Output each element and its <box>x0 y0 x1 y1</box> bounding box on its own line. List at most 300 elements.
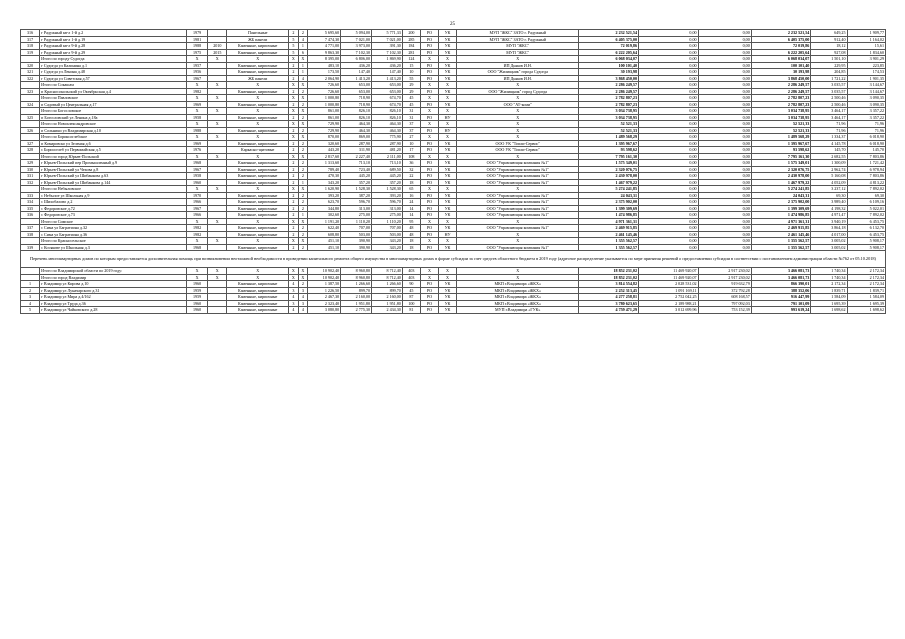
cell-s3: 0,00 <box>698 140 751 147</box>
cell-s3: 608 168,57 <box>698 294 751 301</box>
cell-org: МКП г.Владимира «ЖКХ» <box>457 300 579 307</box>
cell-t2: УК <box>439 281 457 288</box>
cell-y1: 1988 <box>186 127 207 134</box>
cell-a3: 674,70 <box>372 95 403 102</box>
cell-s6: 71,96 <box>847 121 885 128</box>
cell-a1: 9 863,30 <box>308 49 341 56</box>
cell-s3: 0,00 <box>698 95 751 102</box>
cell-a3: 275,00 <box>372 212 403 219</box>
cell-s1: 3 034 738,95 <box>579 114 639 121</box>
cell-t1: РО <box>420 192 438 199</box>
cell-s1: 4 971 361,31 <box>579 218 639 225</box>
cell-a1: 2 064,90 <box>308 75 341 82</box>
cell-s6: 3 090,35 <box>847 101 885 108</box>
cell-s4: 1 575 349,01 <box>751 160 811 167</box>
cell-mat: X <box>227 218 289 225</box>
cell-addr: г Судогда ул Советская д.57 <box>40 75 187 82</box>
cell-s4: 6 222 205,64 <box>751 49 811 56</box>
cell-no: 334 <box>21 199 40 206</box>
cell-a1: 4 771,00 <box>308 43 341 50</box>
cell-addr: г Владимир ул Луначарского д.31 <box>40 287 187 294</box>
cell-a2: 8 960,80 <box>341 268 372 275</box>
cell-a1: 623,70 <box>308 199 341 206</box>
note-text: Перечень многоквартирных домов по которым предоставляется дополнительная помощь при возникновении неотложной необходимости в проведении капитального ремонта общего имущества в многоквартирных домах в форме субсидии за счет средств областного бюджета в 2019 году (адресное распределение указывается по мере принятия решений о предоставлении субсидии в соответствии с постановлением администрации области №762 от 05.10.2018) <box>21 251 886 268</box>
cell-s5: 1 300,09 <box>811 160 847 167</box>
cell-mat: X <box>227 186 289 193</box>
cell-y2: X <box>208 134 227 141</box>
cell-addr: г Радужный кв-л 9-й д.28 <box>40 43 187 50</box>
cell-no: 333 <box>21 192 40 199</box>
cell-y1: 1960 <box>186 179 207 186</box>
cell-t1: X <box>420 95 438 102</box>
cell-y1: 1958 <box>186 173 207 180</box>
cell-s2: 0,00 <box>639 114 699 121</box>
cell-s5: 912,40 <box>811 36 847 43</box>
cell-t1: РО <box>420 205 438 212</box>
cell-no: 4 <box>21 300 40 307</box>
cell-s3: 0,00 <box>698 30 751 37</box>
cell-t1: РО <box>420 36 438 43</box>
cell-org: X <box>457 121 579 128</box>
cell-s2: 0,00 <box>639 121 699 128</box>
cell-addr: г Радужный кв-л 9-й д.29 <box>40 49 187 56</box>
cell-a2: 2 775,30 <box>341 307 372 314</box>
cell-org: ООО "Управляющая компания №1" <box>457 192 579 199</box>
cell-p: 2 <box>298 147 308 154</box>
cell-s1: 6 405 375,00 <box>579 36 639 43</box>
cell-s5: 4 145,78 <box>811 140 847 147</box>
cell-s2: 0,00 <box>639 36 699 43</box>
cell-s1: 3 780 623,65 <box>579 300 639 307</box>
cell-s1: 1 489 568,29 <box>579 134 639 141</box>
cell-r: 31 <box>402 108 420 115</box>
cell-t2: УК <box>439 212 457 219</box>
cell-no: 331 <box>21 173 40 180</box>
cell-s4: 7 795 161,30 <box>751 153 811 160</box>
cell-s1: 1 474 986,85 <box>579 212 639 219</box>
cell-a2: 390,90 <box>341 238 372 245</box>
cell-org: ООО УК "Топли-Сервис" <box>457 140 579 147</box>
cell-t1: РО <box>420 212 438 219</box>
cell-s6: 4 813,22 <box>847 179 885 186</box>
cell-org: МУП "ЖКС" <box>457 43 579 50</box>
cell-p: 2 <box>298 281 308 288</box>
cell-a3: 464,30 <box>372 121 403 128</box>
cell-p: 2 <box>298 225 308 232</box>
cell-s6: 1 698,62 <box>847 307 885 314</box>
cell-a2: 357,20 <box>341 179 372 186</box>
cell-y2: X <box>208 121 227 128</box>
cell-s6: 3 901,29 <box>847 56 885 63</box>
cell-s2: 0,00 <box>639 75 699 82</box>
cell-r: 90 <box>402 281 420 288</box>
cell-mat: X <box>227 238 289 245</box>
cell-s3: 0,00 <box>698 238 751 245</box>
cell-r: 65 <box>402 186 420 193</box>
cell-org: МКП г.Владимира «ЖКХ» <box>457 294 579 301</box>
cell-mat: X <box>227 82 289 89</box>
cell-a3: 2 160,00 <box>372 294 403 301</box>
cell-a1: 8 395,00 <box>308 56 341 63</box>
cell-y1: 1988 <box>186 43 207 50</box>
cell-s1: 2 286 249,57 <box>579 82 639 89</box>
cell-a3: 653,00 <box>372 82 403 89</box>
cell-y1: X <box>186 153 207 160</box>
cell-s2: 0,00 <box>639 218 699 225</box>
cell-t2: УК <box>439 147 457 154</box>
cell-s1: 2 232 521,54 <box>579 30 639 37</box>
cell-a2: 8 960,80 <box>341 274 372 281</box>
cell-mat: Каменные, кирпичные <box>227 140 289 147</box>
cell-a1: 2 817,60 <box>308 153 341 160</box>
cell-s3: 2 917 230,02 <box>698 268 751 275</box>
cell-s4: 100 101,40 <box>751 62 811 69</box>
cell-a1: 10 902,40 <box>308 274 341 281</box>
cell-s5: 204,85 <box>811 69 847 76</box>
cell-s6: 1 901,35 <box>847 75 885 82</box>
cell-mat: X <box>227 134 289 141</box>
cell-t1: РО <box>420 30 438 37</box>
cell-a1: 451,10 <box>308 238 341 245</box>
cell-s3: 0,00 <box>698 179 751 186</box>
cell-s5: 4 017,00 <box>811 231 847 238</box>
cell-a1: 1 000,80 <box>308 101 341 108</box>
cell-a1: 861,00 <box>308 108 341 115</box>
cell-addr: с Федоровское д.73 <box>40 212 187 219</box>
cell-a3: 653,00 <box>372 88 403 95</box>
cell-t1: РО <box>420 287 438 294</box>
cell-a2: 869,00 <box>341 134 372 141</box>
cell-a3: 391,30 <box>372 43 403 50</box>
cell-f: 2 <box>289 205 299 212</box>
cell-s3: 0,00 <box>698 166 751 173</box>
cell-t1: РО <box>420 179 438 186</box>
cell-y1: 1968 <box>186 244 207 251</box>
cell-s1: 1 395 967,67 <box>579 140 639 147</box>
cell-a2: 826,10 <box>341 108 372 115</box>
cell-t1: X <box>420 108 438 115</box>
cell-mat: Каменные, кирпичные <box>227 307 289 314</box>
cell-s2: 0,00 <box>639 160 699 167</box>
cell-r: 10 <box>402 140 420 147</box>
cell-t1: РО <box>420 49 438 56</box>
cell-s6: 1 721,42 <box>847 160 885 167</box>
cell-addr: с Борисоглеб ул Первомайская д.5 <box>40 147 187 154</box>
cell-t1: РО <box>420 88 438 95</box>
cell-y1: X <box>186 95 207 102</box>
cell-s3: 0,00 <box>698 101 751 108</box>
cell-t2: УК <box>439 244 457 251</box>
cell-p: 4 <box>298 36 308 43</box>
cell-s1: 2 375 902,00 <box>579 199 639 206</box>
cell-f: 2 <box>289 62 299 69</box>
cell-f: 2 <box>289 179 299 186</box>
cell-org: X <box>457 56 579 63</box>
cell-a2: 2 227,40 <box>341 153 372 160</box>
cell-t1: X <box>420 186 438 193</box>
cell-a1: 173,50 <box>308 69 341 76</box>
cell-mat: X <box>227 95 289 102</box>
cell-a2: 313,00 <box>341 205 372 212</box>
cell-org: X <box>457 82 579 89</box>
cell-s4: 2 430 978,00 <box>751 173 811 180</box>
cell-s5: 2 500,46 <box>811 101 847 108</box>
cell-s3: 0,00 <box>698 49 751 56</box>
cell-s2: 0,00 <box>639 82 699 89</box>
cell-a1: 302,60 <box>308 212 341 219</box>
cell-a3: 481,20 <box>372 147 403 154</box>
cell-a3: 1 266,60 <box>372 281 403 288</box>
cell-f: 2 <box>289 127 299 134</box>
cell-p: 3 <box>298 287 308 294</box>
cell-a2: 718,90 <box>341 95 372 102</box>
cell-p: 4 <box>298 75 308 82</box>
cell-t2: УК <box>439 43 457 50</box>
cell-a2: 7 021,00 <box>341 36 372 43</box>
cell-org: X <box>457 268 579 275</box>
cell-s5: 71,96 <box>811 127 847 134</box>
cell-addr: Итого по Новоалександровское <box>40 121 187 128</box>
cell-s4: 3 466 081,73 <box>751 274 811 281</box>
cell-no: 3 <box>21 294 40 301</box>
cell-t2: УК <box>439 36 457 43</box>
cell-mat: Каменные, кирпичные <box>227 62 289 69</box>
cell-p: 2 <box>298 231 308 238</box>
cell-t2: УК <box>439 179 457 186</box>
cell-s3: 0,00 <box>698 134 751 141</box>
cell-s5: 1 334,37 <box>811 134 847 141</box>
cell-p: 2 <box>298 114 308 121</box>
cell-s1: 2 430 978,00 <box>579 173 639 180</box>
cell-s6: 223,85 <box>847 62 885 69</box>
cell-s6: 1 909,77 <box>847 30 885 37</box>
cell-mat: Каменные, кирпичные <box>227 300 289 307</box>
cell-a2: 653,00 <box>341 82 372 89</box>
cell-y1: X <box>186 274 207 281</box>
cell-s4: 1 467 979,22 <box>751 179 811 186</box>
cell-no: 2 <box>21 287 40 294</box>
cell-s2: 0,00 <box>639 95 699 102</box>
cell-s5: 3 035,57 <box>811 82 847 89</box>
cell-s6: 7 892,02 <box>847 212 885 219</box>
cell-y2: X <box>208 218 227 225</box>
cell-a1: 1 313,60 <box>308 160 341 167</box>
cell-s3: 0,00 <box>698 147 751 154</box>
cell-s3: 797 092,03 <box>698 300 751 307</box>
cell-y1: 1982 <box>186 88 207 95</box>
cell-a2: 387,20 <box>341 192 372 199</box>
cell-org: ООО "Управляющая компания №1" <box>457 225 579 232</box>
cell-t2: УК <box>439 205 457 212</box>
cell-r: 95 <box>402 218 420 225</box>
cell-s1: 30 193,98 <box>579 69 639 76</box>
cell-a2: 6 806,00 <box>341 56 372 63</box>
cell-a1: 443,20 <box>308 147 341 154</box>
cell-p: 4 <box>298 294 308 301</box>
cell-p: 2 <box>298 127 308 134</box>
cell-org: X <box>457 95 579 102</box>
cell-y1: 1967 <box>186 75 207 82</box>
cell-r: 285 <box>402 36 420 43</box>
cell-org: ООО "Управляющая компания №1" <box>457 205 579 212</box>
cell-s1: 2 461 145,46 <box>579 231 639 238</box>
cell-t2: УК <box>439 307 457 314</box>
cell-mat: Каменные, кирпичные <box>227 166 289 173</box>
cell-s5: 1 740,34 <box>811 268 847 275</box>
cell-r: 18 <box>402 179 420 186</box>
cell-s5: 3 005,02 <box>811 244 847 251</box>
cell-s2: 0,00 <box>639 186 699 193</box>
cell-s2: 0,00 <box>639 225 699 232</box>
cell-no: 338 <box>21 231 40 238</box>
cell-s2: 2 028 531,02 <box>639 281 699 288</box>
cell-mat: X <box>227 268 289 275</box>
cell-addr: Итого по городу Судогда <box>40 56 187 63</box>
cell-a3: 1 869,90 <box>372 56 403 63</box>
cell-y2: X <box>208 268 227 275</box>
cell-t1: X <box>420 134 438 141</box>
cell-t2: X <box>439 218 457 225</box>
cell-s1: 72 019,86 <box>579 43 639 50</box>
cell-p: 4 <box>298 307 308 314</box>
cell-no: 322 <box>21 75 40 82</box>
cell-p: X <box>298 108 308 115</box>
cell-r: 87 <box>402 294 420 301</box>
cell-s2: 0,00 <box>639 69 699 76</box>
cell-no: 319 <box>21 49 40 56</box>
cell-s1: 1 355 562,57 <box>579 238 639 245</box>
cell-y2: X <box>208 238 227 245</box>
cell-t2: УК <box>439 225 457 232</box>
cell-a2: 464,30 <box>341 121 372 128</box>
cell-f: 5 <box>289 49 299 56</box>
cell-a3: 147,40 <box>372 69 403 76</box>
cell-s6: 5 908,17 <box>847 244 885 251</box>
cell-org: ООО "АТ-коми" <box>457 101 579 108</box>
cell-t1: РО <box>420 173 438 180</box>
cell-s3: 0,00 <box>698 160 751 167</box>
cell-r: 31 <box>402 114 420 121</box>
cell-t2: X <box>439 121 457 128</box>
cell-s1: 2 286 249,57 <box>579 88 639 95</box>
cell-a2: 718,90 <box>341 101 372 108</box>
cell-s3: 0,00 <box>698 121 751 128</box>
cell-s1: 4 277 258,81 <box>579 294 639 301</box>
cell-r: 45 <box>402 101 420 108</box>
cell-a1: 726,60 <box>308 82 341 89</box>
cell-s5: 5 160,08 <box>811 173 847 180</box>
cell-r: 27 <box>402 134 420 141</box>
cell-org: X <box>457 108 579 115</box>
cell-a2: 7 102,30 <box>341 49 372 56</box>
cell-a3: 343,20 <box>372 238 403 245</box>
cell-s2: 11 469 920,07 <box>639 274 699 281</box>
cell-org: X <box>457 153 579 160</box>
cell-s6: 5 908,17 <box>847 238 885 245</box>
cell-f: 2 <box>289 231 299 238</box>
cell-s6: 6 453,75 <box>847 218 885 225</box>
cell-org: МУП "ЖКС" <box>457 49 579 56</box>
cell-s6: 3 357,22 <box>847 114 885 121</box>
cell-a3: 393,20 <box>372 192 403 199</box>
cell-f: X <box>289 153 299 160</box>
cell-addr: Итого по город Юрьев-Польский <box>40 153 187 160</box>
cell-s4: 2 286 249,57 <box>751 82 811 89</box>
cell-s6: 3 144,67 <box>847 82 885 89</box>
cell-t2: УК <box>439 62 457 69</box>
cell-t2: УК <box>439 140 457 147</box>
cell-r: 29 <box>402 88 420 95</box>
cell-s1: 24 043,31 <box>579 192 639 199</box>
cell-a2: 5 094,00 <box>341 30 372 37</box>
cell-a3: 674,70 <box>372 101 403 108</box>
cell-a3: 775,90 <box>372 134 403 141</box>
cell-f: 4 <box>289 294 299 301</box>
cell-s3: 0,00 <box>698 114 751 121</box>
cell-s3: 0,00 <box>698 192 751 199</box>
cell-a1: 729,90 <box>308 127 341 134</box>
cell-s6: 3 144,67 <box>847 88 885 95</box>
cell-s3: 0,00 <box>698 75 751 82</box>
cell-no: 330 <box>21 166 40 173</box>
cell-p: X <box>298 134 308 141</box>
cell-s4: 2 375 902,00 <box>751 199 811 206</box>
cell-s6: 6 453,75 <box>847 231 885 238</box>
cell-r: 81 <box>402 307 420 314</box>
cell-f: 2 <box>289 69 299 76</box>
cell-y1: 1982 <box>186 225 207 232</box>
cell-y2: 2015 <box>208 49 227 56</box>
cell-no: 325 <box>21 114 40 121</box>
cell-no: 1 <box>21 281 40 288</box>
cell-s6: 174,53 <box>847 69 885 76</box>
cell-org: ООО "Жилищник" города Судогда <box>457 69 579 76</box>
cell-s4: 916 447,99 <box>751 294 811 301</box>
cell-a2: 311,90 <box>341 147 372 154</box>
cell-org: ООО "Управляющая компания №1" <box>457 244 579 251</box>
cell-t2: УК <box>439 101 457 108</box>
cell-s5: 2 682,55 <box>811 153 847 160</box>
cell-t1: X <box>420 218 438 225</box>
cell-org: X <box>457 274 579 281</box>
cell-t1: РО <box>420 294 438 301</box>
cell-no: 339 <box>21 244 40 251</box>
cell-p: X <box>298 95 308 102</box>
cell-y1: 1981 <box>186 36 207 43</box>
cell-t1: РО <box>420 140 438 147</box>
cell-s1: 1 355 562,57 <box>579 244 639 251</box>
cell-a1: 483,10 <box>308 62 341 69</box>
cell-f: X <box>289 121 299 128</box>
cell-t1: X <box>420 56 438 63</box>
cell-f: 2 <box>289 75 299 82</box>
cell-no: 336 <box>21 212 40 219</box>
cell-p: X <box>298 82 308 89</box>
cell-a1: 729,90 <box>308 121 341 128</box>
cell-addr: с Сима ул Багратиона д.36 <box>40 231 187 238</box>
cell-y1: 1969 <box>186 140 207 147</box>
cell-a3: 445,20 <box>372 173 403 180</box>
cell-mat: Каменные, кирпичные <box>227 114 289 121</box>
cell-r: 48 <box>402 225 420 232</box>
cell-a1: 789,40 <box>308 166 341 173</box>
cell-mat: Каменные, кирпичные <box>227 225 289 232</box>
cell-s3: 0,00 <box>698 88 751 95</box>
cell-s5: 3 464,17 <box>811 108 847 115</box>
cell-s3: 0,00 <box>698 173 751 180</box>
cell-r: 15 <box>402 62 420 69</box>
cell-s1: 7 795 161,30 <box>579 153 639 160</box>
